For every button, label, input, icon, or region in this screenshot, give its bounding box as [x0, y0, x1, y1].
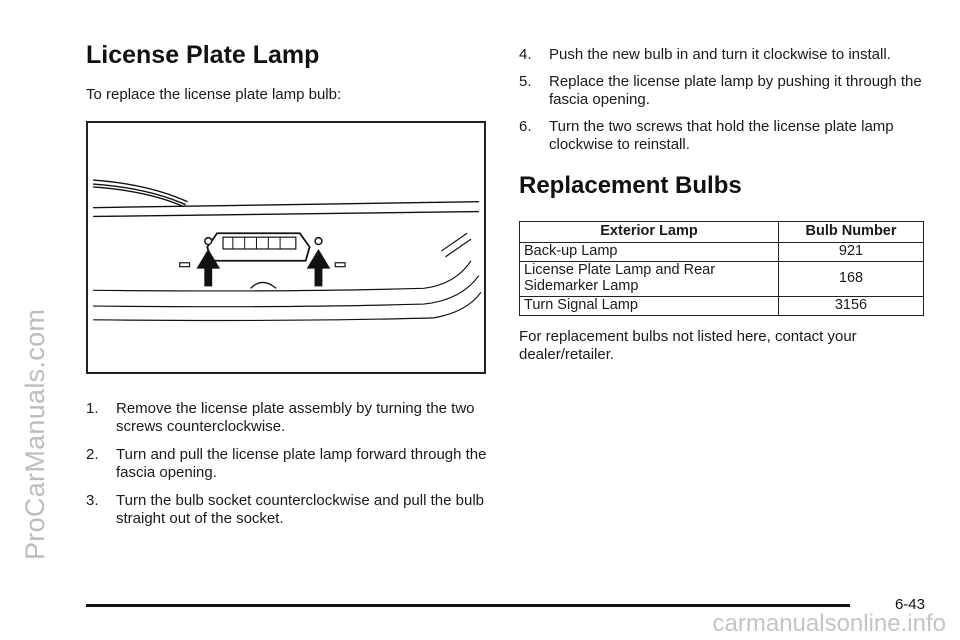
step-number: 3. — [86, 491, 99, 509]
lamp-cell: Back-up Lamp — [520, 242, 779, 261]
step-number: 4. — [519, 46, 532, 63]
step-number: 1. — [86, 399, 99, 417]
step-number: 5. — [519, 73, 532, 90]
lamp-cell: Turn Signal Lamp — [520, 296, 779, 315]
footer-rule — [86, 604, 850, 607]
section-title: License Plate Lamp — [86, 41, 320, 69]
step-item — [519, 118, 929, 154]
step-number: 2. — [86, 445, 99, 463]
bulb-table — [519, 221, 924, 316]
steps-list-left — [86, 400, 491, 528]
table-row — [520, 242, 924, 261]
step-text: Remove the license plate assembly by turning the two screws counterclockwise. — [116, 399, 475, 435]
handle-recess — [251, 282, 277, 288]
step-item — [86, 400, 491, 436]
replacement-bulbs-heading: Replacement Bulbs — [519, 172, 742, 199]
bulb-number-cell: 168 — [779, 261, 924, 296]
step-item — [86, 446, 491, 482]
bottom-watermark: carmanualsonline.info — [712, 610, 946, 637]
step-text: Turn the two screws that hold the license plate lamp clockwise to reinstall. — [549, 118, 894, 153]
lamp-housing — [207, 233, 309, 261]
illustration-svg — [88, 123, 484, 372]
left-column — [86, 40, 491, 538]
liftgate-edge — [93, 180, 479, 216]
closing-note: For replacement bulbs not listed here, contact your dealer/retailer. — [519, 327, 857, 363]
step-item — [86, 492, 491, 528]
table-header-row — [520, 221, 924, 242]
steps-list-right — [519, 46, 929, 154]
table-row — [520, 261, 924, 296]
step-text: Turn the bulb socket counterclockwise and pull the bulb straight out of the socket. — [116, 491, 484, 527]
right-column — [519, 46, 929, 364]
license-plate-lamp-illustration — [86, 121, 486, 374]
step-item — [519, 46, 929, 64]
page-number: 6-43 — [894, 596, 925, 613]
step-text: Turn and pull the license plate lamp forward through the fascia opening. — [116, 445, 487, 481]
column-header-bulb-number: Bulb Number — [779, 221, 924, 242]
side-watermark: ProCarManuals.com — [20, 308, 50, 560]
table-row — [520, 296, 924, 315]
step-text: Replace the license plate lamp by pushing it through the fascia opening. — [549, 73, 922, 108]
bulb-number-cell: 921 — [779, 242, 924, 261]
bulb-number-cell: 3156 — [779, 296, 924, 315]
step-item — [519, 73, 929, 109]
intro-text: To replace the license plate lamp bulb: — [86, 86, 342, 103]
column-header-exterior-lamp: Exterior Lamp — [520, 221, 779, 242]
lamp-cell: License Plate Lamp and Rear Sidemarker Lamp — [520, 261, 779, 296]
step-text: Push the new bulb in and turn it clockwise to install. — [549, 46, 891, 63]
step-number: 6. — [519, 118, 532, 135]
